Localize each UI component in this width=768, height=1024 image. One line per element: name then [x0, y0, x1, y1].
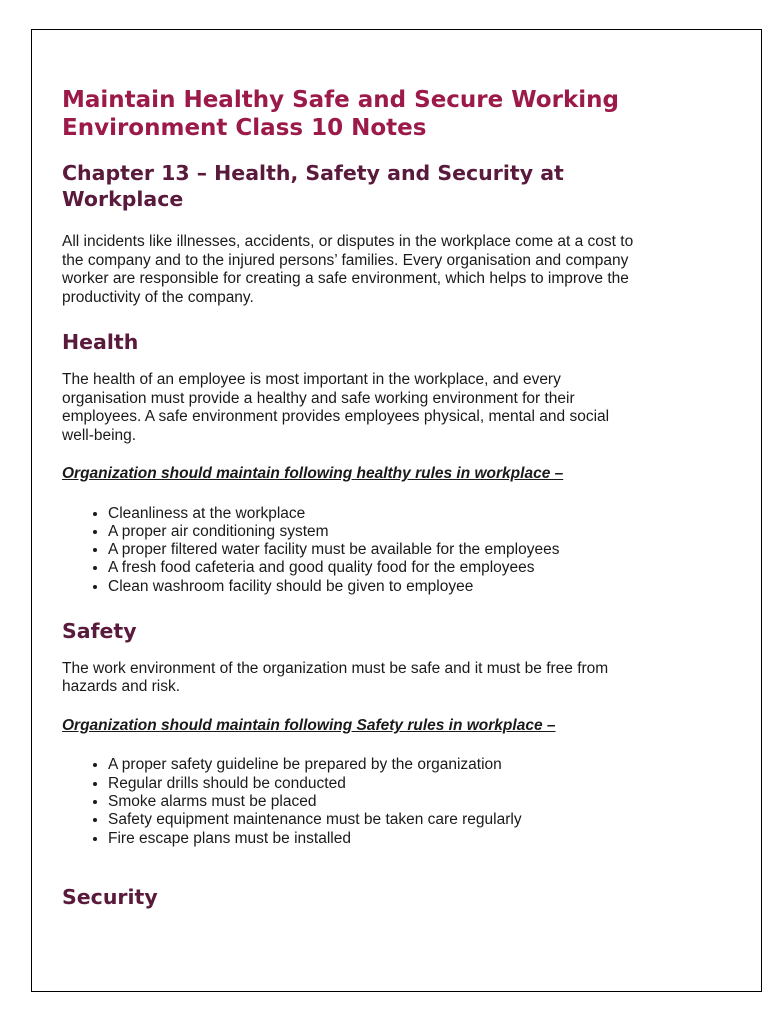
- health-heading: Health: [62, 330, 139, 354]
- chapter-heading: Chapter 13 – Health, Safety and Security at Workplace: [62, 161, 564, 211]
- document-content: [62, 86, 642, 926]
- list-item: • Safety equipment maintenance must be taken care regularly: [108, 811, 642, 829]
- list-item: • A proper air conditioning system: [108, 523, 642, 541]
- list-item: • Fire escape plans must be installed: [108, 830, 642, 848]
- safety-rules-heading: Organization should maintain following Safety rules in workplace –: [62, 716, 556, 734]
- intro-paragraph: All incidents like illnesses, accidents, or disputes in the workplace come at a cost to the company and to the injured persons’ families. Every organisation and company worker are responsible for creating a safe environment, which helps to improve the productivity of the company.: [62, 233, 634, 306]
- health-rules-list: [62, 505, 642, 596]
- health-rules-heading: Organization should maintain following healthy rules in workplace –: [62, 465, 564, 482]
- health-paragraph: The health of an employee is most important in the workplace, and every organisation must provide a healthy and safe working environment for their employees. A safe environment provides employees physical, mental and social well-being.: [62, 371, 610, 444]
- safety-paragraph: The work environment of the organization must be safe and it must be free from hazards and risk.: [62, 659, 609, 696]
- list-item: • A proper safety guideline be prepared by the organization: [108, 756, 642, 774]
- list-item: • A proper filtered water facility must be available for the employees: [108, 541, 642, 559]
- list-item: • Cleanliness at the workplace: [108, 505, 642, 523]
- page-title: Maintain Healthy Safe and Secure Working Environment Class 10 Notes: [62, 87, 619, 141]
- list-item: • Regular drills should be conducted: [108, 775, 642, 793]
- list-item: • Clean washroom facility should be given to employee: [108, 578, 642, 596]
- list-item: • Smoke alarms must be placed: [108, 793, 642, 811]
- list-item: • A fresh food cafeteria and good quality food for the employees: [108, 559, 642, 577]
- safety-heading: Safety: [62, 618, 137, 643]
- security-heading: Security: [62, 884, 158, 909]
- safety-rules-list: [62, 756, 642, 847]
